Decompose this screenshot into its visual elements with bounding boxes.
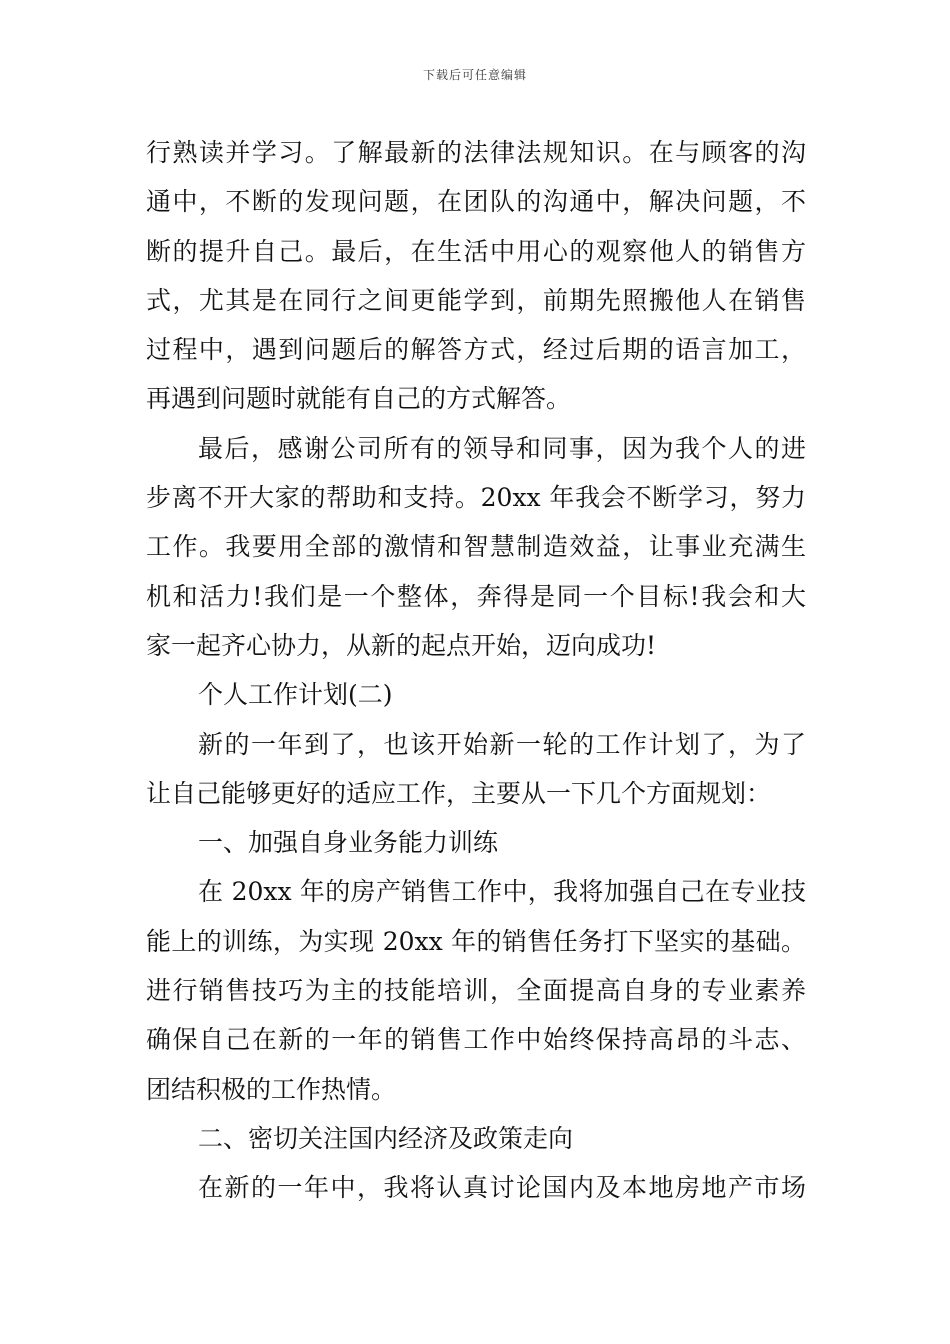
text-line: 断的提升自己。最后，在生活中用心的观察他人的销售方: [146, 236, 806, 266]
text-line: 团结积极的工作热情。: [146, 1074, 397, 1104]
text-line: 进行销售技巧为主的技能培训，全面提高自身的专业素养: [146, 976, 806, 1006]
text-line: 行熟读并学习。了解最新的法律法规知识。在与顾客的沟: [146, 138, 806, 167]
text-line: 步离不开大家的帮助和支持。20xx 年我会不断学习，努力: [146, 483, 806, 513]
text-line: 家一起齐心协力，从新的起点开始，迈向成功!: [146, 630, 657, 660]
text-line: 通中，不断的发现问题，在团队的沟通中，解决问题，不: [146, 187, 806, 217]
text-line: 个人工作计划(二): [198, 680, 393, 710]
text-line: 工作。我要用全部的激情和智慧制造效益，让事业充满生: [146, 532, 806, 562]
text-line: 过程中，遇到问题后的解答方式，经过后期的语言加工，: [146, 335, 806, 365]
text-line: 再遇到问题时就能有自己的方式解答。: [146, 384, 572, 414]
text-line: 在新的一年中，我将认真讨论国内及本地房地产市场: [198, 1173, 806, 1203]
text-line: 新的一年到了，也该开始新一轮的工作计划了，为了: [198, 729, 806, 759]
text-line: 二、密切关注国内经济及政策走向: [198, 1123, 574, 1153]
text-line: 机和活力!我们是一个整体，奔得是同一个目标!我会和大: [146, 581, 806, 611]
document-body: [146, 128, 806, 1213]
text-line: 式，尤其是在同行之间更能学到，前期先照搬他人在销售: [146, 285, 806, 315]
page-header: 下载后可任意编辑: [422, 68, 527, 82]
text-line: 在 20xx 年的房产销售工作中，我将加强自己在专业技: [198, 877, 806, 907]
text-line: 最后，感谢公司所有的领导和同事，因为我个人的进: [198, 433, 806, 463]
text-line: 能上的训练，为实现 20xx 年的销售任务打下坚实的基础。: [146, 926, 806, 956]
text-line: 一、加强自身业务能力训练: [198, 828, 499, 858]
text-line: 确保自己在新的一年的销售工作中始终保持高昂的斗志、: [146, 1025, 806, 1055]
text-line: 让自己能够更好的适应工作，主要从一下几个方面规划：: [146, 778, 772, 808]
